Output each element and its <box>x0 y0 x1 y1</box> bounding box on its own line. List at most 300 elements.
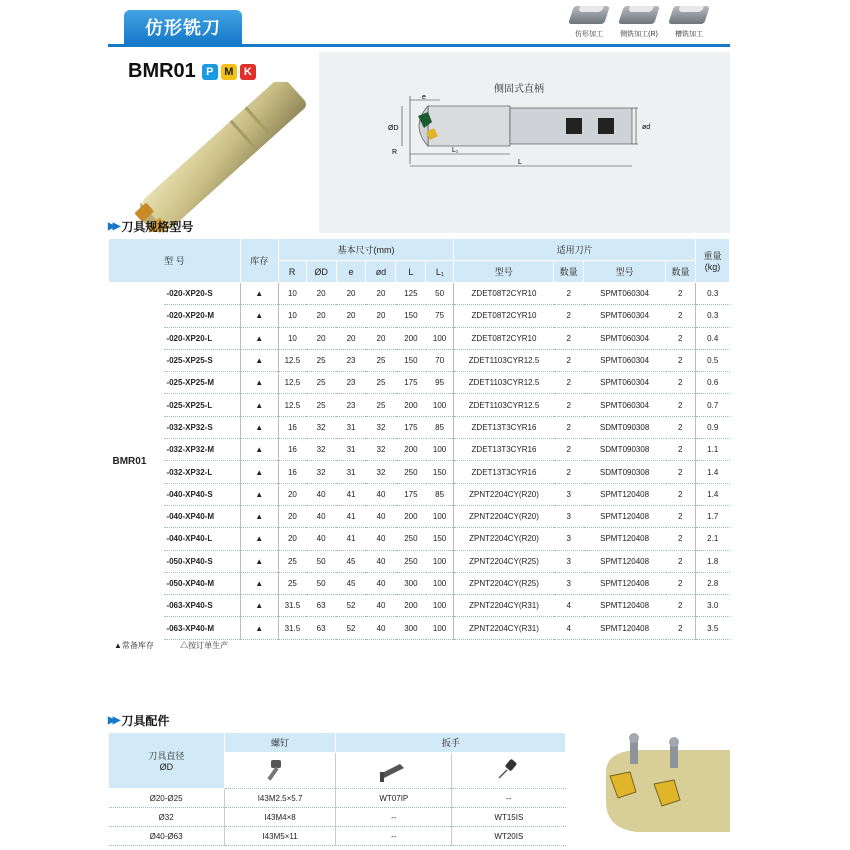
cell-insert1: ZDET1103CYR12.5 <box>454 394 554 416</box>
cell-L1: 100 <box>426 505 454 527</box>
cell-qty1: 4 <box>554 617 584 639</box>
cell-d: 40 <box>366 505 396 527</box>
cell-L1: 50 <box>426 283 454 305</box>
cell-stock: ▲ <box>240 305 278 327</box>
cell-insert2: SPMT120408 <box>584 572 666 594</box>
header-weight: 重量 (kg) <box>695 239 729 283</box>
table-row <box>109 483 730 505</box>
cell-R: 12.5 <box>278 372 306 394</box>
stock-legend <box>114 640 252 651</box>
cell-L: 250 <box>396 528 426 550</box>
cell-insert2: SPMT120408 <box>584 505 666 527</box>
cell-e: 41 <box>336 528 366 550</box>
cell-model: -040-XP40-M <box>164 505 240 527</box>
cell-L1: 100 <box>426 617 454 639</box>
header-D: ØD <box>306 261 336 283</box>
cell-weight: 2.1 <box>695 528 729 550</box>
cell-stock: ▲ <box>240 572 278 594</box>
accessories-table <box>108 732 566 846</box>
table-row <box>109 283 730 305</box>
cell-e: 20 <box>336 327 366 349</box>
cell-L1: 150 <box>426 461 454 483</box>
series-label: BMR01 <box>112 455 147 467</box>
cell-qty2: 2 <box>666 505 696 527</box>
cell-D: 25 <box>306 349 336 371</box>
material-badge-p: P <box>202 64 218 80</box>
cell-d: 25 <box>366 349 396 371</box>
cell-D: 50 <box>306 572 336 594</box>
table-row <box>109 349 730 371</box>
cell-diameter: Ø20-Ø25 <box>109 789 225 808</box>
cell-d: 40 <box>366 528 396 550</box>
cell-qty2: 2 <box>666 483 696 505</box>
table-row <box>109 394 730 416</box>
header-insert-model-2: 型号 <box>584 261 666 283</box>
cell-insert1: ZPNT2204CY(R20) <box>454 528 554 550</box>
header-L1: L₁ <box>426 261 454 283</box>
cell-insert1: ZPNT2204CY(R31) <box>454 617 554 639</box>
cell-d: 32 <box>366 461 396 483</box>
cell-e: 20 <box>336 305 366 327</box>
cell-qty2: 2 <box>666 595 696 617</box>
cell-R: 10 <box>278 283 306 305</box>
cell-d: 25 <box>366 372 396 394</box>
cell-weight: 0.9 <box>695 416 729 438</box>
tool-dimension-diagram <box>388 92 678 182</box>
cell-qty1: 3 <box>554 505 584 527</box>
cell-stock: ▲ <box>240 394 278 416</box>
cell-wrench2: WT15IS <box>452 808 566 827</box>
cell-D: 32 <box>306 439 336 461</box>
cell-qty1: 2 <box>554 283 584 305</box>
cell-D: 20 <box>306 327 336 349</box>
cell-model: -050-XP40-S <box>164 550 240 572</box>
cell-qty2: 2 <box>666 461 696 483</box>
table-row <box>109 827 566 846</box>
cell-qty2: 2 <box>666 572 696 594</box>
cell-qty1: 2 <box>554 394 584 416</box>
cell-insert2: SPMT120408 <box>584 595 666 617</box>
cell-e: 52 <box>336 595 366 617</box>
cell-D: 25 <box>306 372 336 394</box>
cell-e: 31 <box>336 416 366 438</box>
cell-R: 10 <box>278 327 306 349</box>
cell-qty2: 2 <box>666 416 696 438</box>
cell-model: -040-XP40-S <box>164 483 240 505</box>
cell-stock: ▲ <box>240 461 278 483</box>
table-row <box>109 572 730 594</box>
cell-qty2: 2 <box>666 327 696 349</box>
cell-screw: I43M2.5×5.7 <box>224 789 336 808</box>
cell-model: -032-XP32-M <box>164 439 240 461</box>
header-basic-size: 基本尺寸(mm) <box>278 239 454 261</box>
cell-L: 175 <box>396 372 426 394</box>
cell-L1: 95 <box>426 372 454 394</box>
legend-stock: ▲常备库存 <box>114 641 154 650</box>
cell-qty2: 2 <box>666 394 696 416</box>
cell-L: 250 <box>396 550 426 572</box>
cell-d: 40 <box>366 483 396 505</box>
cell-qty2: 2 <box>666 283 696 305</box>
cell-insert2: SPMT060304 <box>584 305 666 327</box>
cell-qty1: 2 <box>554 439 584 461</box>
cell-model: -050-XP40-M <box>164 572 240 594</box>
cell-qty2: 2 <box>666 528 696 550</box>
cell-L1: 100 <box>426 595 454 617</box>
header-diameter <box>109 733 225 789</box>
cell-insert2: SDMT090308 <box>584 416 666 438</box>
cell-L1: 85 <box>426 416 454 438</box>
header-diameter-label: 刀具直径 <box>148 751 185 761</box>
cell-model: -063-XP40-S <box>164 595 240 617</box>
cell-L: 150 <box>396 349 426 371</box>
table-row <box>109 416 730 438</box>
cell-wrench2: -- <box>452 789 566 808</box>
accessories-section-header <box>108 712 169 729</box>
cell-insert1: ZDET1103CYR12.5 <box>454 349 554 371</box>
cell-R: 25 <box>278 572 306 594</box>
header-wrench: 扳手 <box>336 733 566 753</box>
cell-weight: 3.0 <box>695 595 729 617</box>
dim-R-label: R <box>392 149 398 156</box>
cell-D: 40 <box>306 483 336 505</box>
cell-R: 16 <box>278 461 306 483</box>
cell-D: 40 <box>306 528 336 550</box>
header-model: 型 号 <box>109 239 241 283</box>
header-qty-1: 数量 <box>554 261 584 283</box>
header-d: ød <box>366 261 396 283</box>
cell-R: 10 <box>278 305 306 327</box>
cell-stock: ▲ <box>240 617 278 639</box>
legend-order: △按订单生产 <box>180 641 229 650</box>
cell-d: 20 <box>366 283 396 305</box>
cell-d: 20 <box>366 305 396 327</box>
category-tab <box>124 10 242 44</box>
cell-L1: 70 <box>426 349 454 371</box>
cell-qty2: 2 <box>666 550 696 572</box>
header-R: R <box>278 261 306 283</box>
cell-R: 20 <box>278 528 306 550</box>
cell-d: 40 <box>366 595 396 617</box>
spec-table-body <box>109 283 730 640</box>
section-title: 刀具配件 <box>121 714 170 728</box>
cell-qty1: 3 <box>554 550 584 572</box>
header-e: e <box>336 261 366 283</box>
table-row <box>109 305 730 327</box>
cell-model: -063-XP40-M <box>164 617 240 639</box>
cell-D: 32 <box>306 461 336 483</box>
accessories-table-body <box>109 789 566 846</box>
screw-icon <box>224 753 336 789</box>
cell-L: 250 <box>396 461 426 483</box>
cell-qty1: 3 <box>554 483 584 505</box>
cell-insert1: ZDET13T3CYR16 <box>454 416 554 438</box>
spec-table <box>108 238 730 640</box>
cell-insert1: ZDET13T3CYR16 <box>454 439 554 461</box>
cell-insert1: ZPNT2204CY(R31) <box>454 595 554 617</box>
cell-d: 32 <box>366 416 396 438</box>
dim-L1-label: L₁ <box>452 147 459 154</box>
cell-R: 20 <box>278 505 306 527</box>
cell-D: 50 <box>306 550 336 572</box>
table-row <box>109 439 730 461</box>
profile-milling-icon <box>566 6 612 39</box>
cell-insert1: ZPNT2204CY(R20) <box>454 505 554 527</box>
section-arrow-icon: ▶▶ <box>108 221 118 232</box>
cell-e: 23 <box>336 349 366 371</box>
cell-L: 200 <box>396 439 426 461</box>
cell-D: 20 <box>306 305 336 327</box>
cell-e: 31 <box>336 461 366 483</box>
cell-model: -025-XP25-M <box>164 372 240 394</box>
header-insert-model-1: 型号 <box>454 261 554 283</box>
cell-diameter: Ø40-Ø63 <box>109 827 225 846</box>
cell-model: -032-XP32-L <box>164 461 240 483</box>
cell-stock: ▲ <box>240 283 278 305</box>
cell-model: -020-XP20-S <box>164 283 240 305</box>
cell-qty2: 2 <box>666 617 696 639</box>
cell-wrench1: -- <box>336 808 452 827</box>
cell-L1: 100 <box>426 327 454 349</box>
cell-e: 45 <box>336 572 366 594</box>
cell-insert1: ZDET1103CYR12.5 <box>454 372 554 394</box>
cell-qty1: 2 <box>554 372 584 394</box>
cell-weight: 2.8 <box>695 572 729 594</box>
cell-L: 150 <box>396 305 426 327</box>
spec-section-header <box>108 218 193 235</box>
table-row <box>109 595 730 617</box>
cell-R: 31.5 <box>278 595 306 617</box>
cell-e: 41 <box>336 483 366 505</box>
cell-L: 200 <box>396 394 426 416</box>
cell-L1: 100 <box>426 572 454 594</box>
tool-photo <box>112 82 318 232</box>
cell-weight: 0.7 <box>695 394 729 416</box>
cell-insert2: SPMT060304 <box>584 372 666 394</box>
cell-d: 40 <box>366 550 396 572</box>
cell-qty1: 2 <box>554 305 584 327</box>
dim-D-label: ØD <box>388 125 399 132</box>
operation-label: 仿形加工 <box>575 31 603 38</box>
cell-D: 32 <box>306 416 336 438</box>
cell-insert2: SPMT120408 <box>584 617 666 639</box>
cell-wrench2: WT20IS <box>452 827 566 846</box>
cell-L: 175 <box>396 483 426 505</box>
cell-D: 40 <box>306 505 336 527</box>
cell-weight: 1.8 <box>695 550 729 572</box>
cell-insert2: SPMT120408 <box>584 528 666 550</box>
cell-e: 23 <box>336 372 366 394</box>
cell-insert2: SPMT060304 <box>584 349 666 371</box>
cell-L: 200 <box>396 327 426 349</box>
cell-stock: ▲ <box>240 483 278 505</box>
cell-D: 63 <box>306 617 336 639</box>
material-badge-m: M <box>221 64 237 80</box>
cell-insert1: ZPNT2204CY(R25) <box>454 550 554 572</box>
cell-stock: ▲ <box>240 505 278 527</box>
cell-weight: 1.7 <box>695 505 729 527</box>
cell-insert2: SPMT120408 <box>584 483 666 505</box>
cell-model: -025-XP25-S <box>164 349 240 371</box>
cell-L: 200 <box>396 505 426 527</box>
cell-stock: ▲ <box>240 439 278 461</box>
cell-qty2: 2 <box>666 305 696 327</box>
operation-label: 槽铣加工 <box>675 31 703 38</box>
table-row <box>109 808 566 827</box>
header-screw: 螺钉 <box>224 733 336 753</box>
header-stock: 库存 <box>240 239 278 283</box>
cell-insert1: ZDET08T2CYR10 <box>454 283 554 305</box>
cell-stock: ▲ <box>240 327 278 349</box>
cell-D: 25 <box>306 394 336 416</box>
section-title: 刀具规格型号 <box>121 220 194 234</box>
cell-R: 16 <box>278 416 306 438</box>
cell-insert1: ZDET08T2CYR10 <box>454 327 554 349</box>
cell-R: 31.5 <box>278 617 306 639</box>
cell-weight: 0.5 <box>695 349 729 371</box>
cell-insert2: SPMT060304 <box>584 327 666 349</box>
cell-R: 20 <box>278 483 306 505</box>
cell-L1: 100 <box>426 550 454 572</box>
cell-qty2: 2 <box>666 372 696 394</box>
cell-d: 20 <box>366 327 396 349</box>
cell-insert2: SDMT090308 <box>584 439 666 461</box>
cell-R: 25 <box>278 550 306 572</box>
slot-milling-icon <box>666 6 712 39</box>
cell-L: 175 <box>396 416 426 438</box>
table-row <box>109 550 730 572</box>
section-arrow-icon: ▶▶ <box>108 715 118 726</box>
cell-insert2: SPMT060304 <box>584 283 666 305</box>
cell-e: 45 <box>336 550 366 572</box>
cell-L1: 100 <box>426 394 454 416</box>
cell-wrench1: WT07IP <box>336 789 452 808</box>
cell-L1: 75 <box>426 305 454 327</box>
header-rule <box>108 44 730 47</box>
dim-L-label: L <box>518 159 522 166</box>
cell-L: 200 <box>396 595 426 617</box>
cell-model: -040-XP40-L <box>164 528 240 550</box>
operation-label: 侧铣加工(R) <box>620 31 658 38</box>
cell-weight: 1.4 <box>695 461 729 483</box>
table-row <box>109 372 730 394</box>
table-row <box>109 617 730 639</box>
cell-qty1: 2 <box>554 349 584 371</box>
cell-diameter: Ø32 <box>109 808 225 827</box>
cell-screw: I43M5×11 <box>224 827 336 846</box>
cell-qty1: 3 <box>554 572 584 594</box>
cell-insert1: ZPNT2204CY(R25) <box>454 572 554 594</box>
cell-qty1: 2 <box>554 416 584 438</box>
table-row <box>109 528 730 550</box>
cell-wrench1: -- <box>336 827 452 846</box>
l-wrench-icon <box>336 753 452 789</box>
cell-stock: ▲ <box>240 416 278 438</box>
cell-stock: ▲ <box>240 349 278 371</box>
header-qty-2: 数量 <box>666 261 696 283</box>
cell-L1: 100 <box>426 439 454 461</box>
cell-weight: 3.5 <box>695 617 729 639</box>
cell-weight: 0.4 <box>695 327 729 349</box>
cell-qty1: 2 <box>554 327 584 349</box>
dim-e-label: e <box>422 94 426 101</box>
cell-L1: 150 <box>426 528 454 550</box>
cell-qty1: 3 <box>554 528 584 550</box>
cell-insert2: SDMT090308 <box>584 461 666 483</box>
cell-d: 40 <box>366 617 396 639</box>
product-name: BMR01 <box>128 60 196 82</box>
cell-insert1: ZPNT2204CY(R20) <box>454 483 554 505</box>
cell-R: 12.5 <box>278 349 306 371</box>
cell-qty1: 4 <box>554 595 584 617</box>
cell-D: 63 <box>306 595 336 617</box>
cell-R: 16 <box>278 439 306 461</box>
dim-d-label: ød <box>642 124 651 131</box>
table-row <box>109 505 730 527</box>
material-badge-k: K <box>240 64 256 80</box>
cell-screw: I43M4×8 <box>224 808 336 827</box>
cell-L: 300 <box>396 572 426 594</box>
insert-closeup-photo <box>596 732 730 844</box>
cell-e: 20 <box>336 283 366 305</box>
cell-L: 125 <box>396 283 426 305</box>
cell-weight: 1.4 <box>695 483 729 505</box>
table-row <box>109 789 566 808</box>
cell-e: 31 <box>336 439 366 461</box>
cell-d: 25 <box>366 394 396 416</box>
header-inserts: 适用刀片 <box>454 239 696 261</box>
cell-d: 32 <box>366 439 396 461</box>
operation-icons <box>566 6 716 42</box>
torx-screwdriver-icon <box>452 753 566 789</box>
cell-stock: ▲ <box>240 372 278 394</box>
cell-insert2: SPMT120408 <box>584 550 666 572</box>
cell-e: 23 <box>336 394 366 416</box>
cell-qty2: 2 <box>666 439 696 461</box>
header-diameter-sub: ØD <box>159 762 174 772</box>
cell-model: -020-XP20-L <box>164 327 240 349</box>
side-milling-icon <box>616 6 662 39</box>
cell-model: -020-XP20-M <box>164 305 240 327</box>
cell-D: 20 <box>306 283 336 305</box>
cell-insert1: ZDET13T3CYR16 <box>454 461 554 483</box>
cell-stock: ▲ <box>240 550 278 572</box>
cell-weight: 1.1 <box>695 439 729 461</box>
cell-L: 300 <box>396 617 426 639</box>
cell-qty2: 2 <box>666 349 696 371</box>
cell-insert2: SPMT060304 <box>584 394 666 416</box>
header-L: L <box>396 261 426 283</box>
category-title: 仿形铣刀 <box>145 18 221 38</box>
cell-stock: ▲ <box>240 595 278 617</box>
table-row <box>109 461 730 483</box>
cell-weight: 0.3 <box>695 305 729 327</box>
cell-model: -032-XP32-S <box>164 416 240 438</box>
cell-R: 12.5 <box>278 394 306 416</box>
cell-weight: 0.6 <box>695 372 729 394</box>
cell-insert1: ZDET08T2CYR10 <box>454 305 554 327</box>
cell-weight: 0.3 <box>695 283 729 305</box>
cell-stock: ▲ <box>240 528 278 550</box>
cell-d: 40 <box>366 572 396 594</box>
cell-model: -025-XP25-L <box>164 394 240 416</box>
cell-qty1: 2 <box>554 461 584 483</box>
cell-L1: 85 <box>426 483 454 505</box>
product-title <box>128 60 259 83</box>
table-row <box>109 327 730 349</box>
diagram-title: 侧固式直柄 <box>494 84 544 95</box>
cell-e: 52 <box>336 617 366 639</box>
